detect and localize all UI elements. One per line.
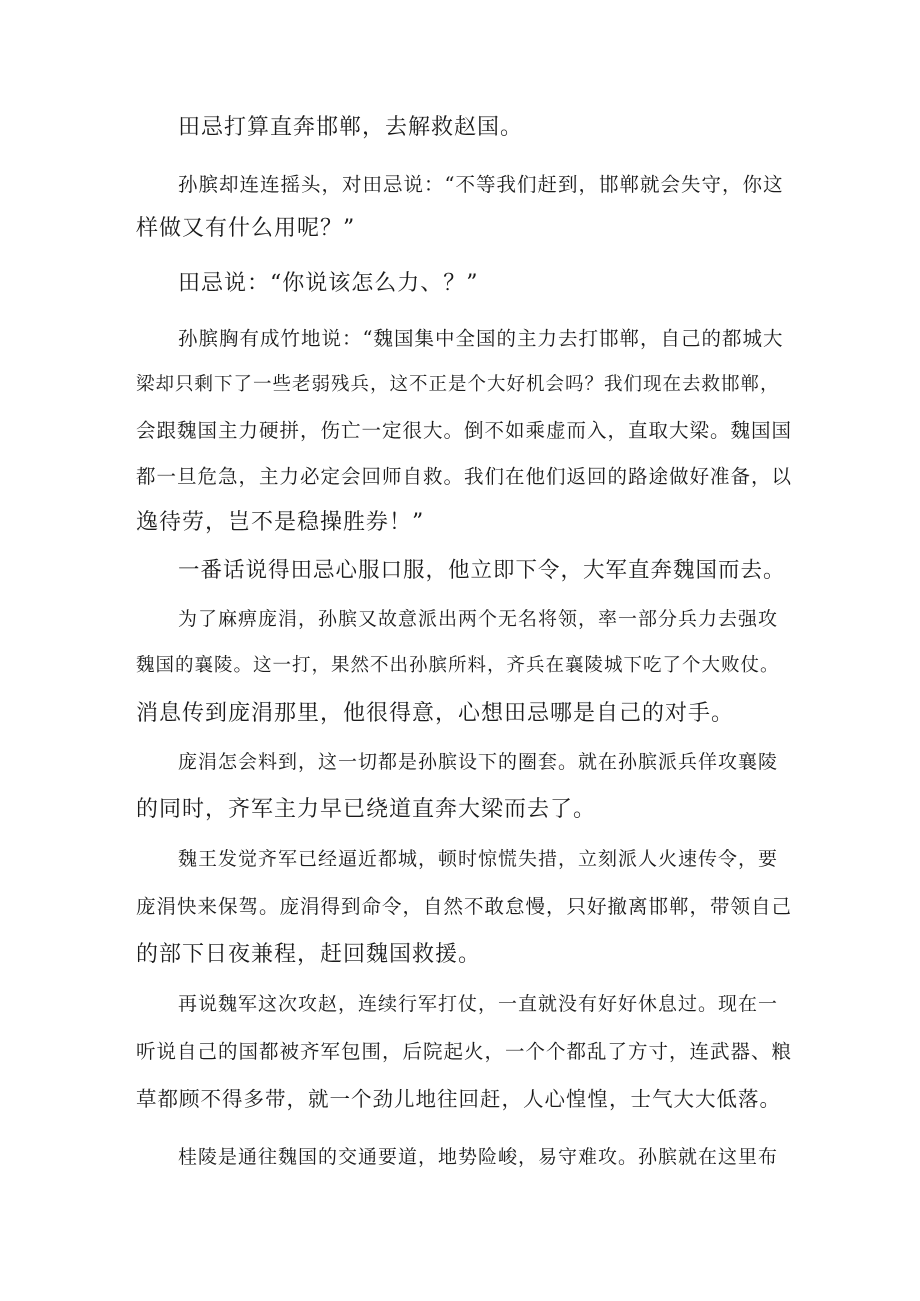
text-line: 一番话说得田忌心服口服，他立即下令，大军直奔魏国而去。 <box>178 558 786 583</box>
text-line: 梁却只剩下了一些老弱残兵，这不正是个大好机会吗？我们现在去救邯郸， <box>136 374 780 395</box>
text-line: 魏王发觉齐军已经逼近都城，顿时惊慌失措，立刻派人火速传令，要 <box>178 848 779 870</box>
text-line: 孙膑胸有成竹地说：“魏国集中全国的主力去打邯郸，自己的都城大 <box>178 327 784 350</box>
text-line: 的同时，齐军主力早已绕道直奔大梁而去了。 <box>136 797 597 822</box>
text-line: 魏国的襄陵。这一打，果然不出孙膑所料，齐兵在襄陵城下吃了个大败仗。 <box>136 655 780 676</box>
text-line: 会跟魏国主力硬拼，伤亡一定很大。倒不如乘虚而入，直取大梁。魏国国 <box>136 419 793 442</box>
text-line: 田忌打算直奔邯郸，去解救赵国。 <box>178 115 524 140</box>
text-line: 都一旦危急，主力必定会回师自救。我们在他们返回的路途做好准备，以 <box>136 465 793 488</box>
text-line: 逸待劳，岂不是稳操胜券！” <box>136 510 425 535</box>
text-line: 桂陵是通往魏国的交通要道，地势险峻，易守难攻。孙膑就在这里布 <box>178 1146 779 1168</box>
text-line: 庞涓怎会料到，这一切都是孙膑设下的圈套。就在孙膑派兵佯攻襄陵 <box>178 751 779 773</box>
text-line: 为了麻痹庞涓，孙膑又故意派出两个无名将领，率一部分兵力去强攻 <box>178 608 779 630</box>
text-line: 听说自己的国都被齐军包围，后院起火，一个个都乱了方寸，连武器、粮 <box>136 1040 793 1063</box>
text-line: 的部下日夜兼程，赶回魏国救援。 <box>136 942 482 967</box>
text-line: 田忌说：“你说该怎么力、？” <box>178 271 479 296</box>
text-line: 样做又有什么用呢？” <box>136 216 356 241</box>
text-line: 草都顾不得多带，就一个劲儿地往回赶，人心惶惶，士气大大低落。 <box>136 1087 781 1111</box>
text-line: 消息传到庞涓那里，他很得意，心想田忌哪是自己的对手。 <box>136 701 735 726</box>
text-line: 庞涓快来保驾。庞涓得到命令，自然不敢怠慢，只好撤离邯郸，带领自己 <box>136 895 793 918</box>
text-line: 孙膑却连连摇头，对田忌说：“不等我们赶到，邯郸就会失守，你这 <box>178 173 784 196</box>
text-line: 再说魏军这次攻赵，连续行军打仗，一直就没有好好休息过。现在一 <box>178 993 779 1015</box>
